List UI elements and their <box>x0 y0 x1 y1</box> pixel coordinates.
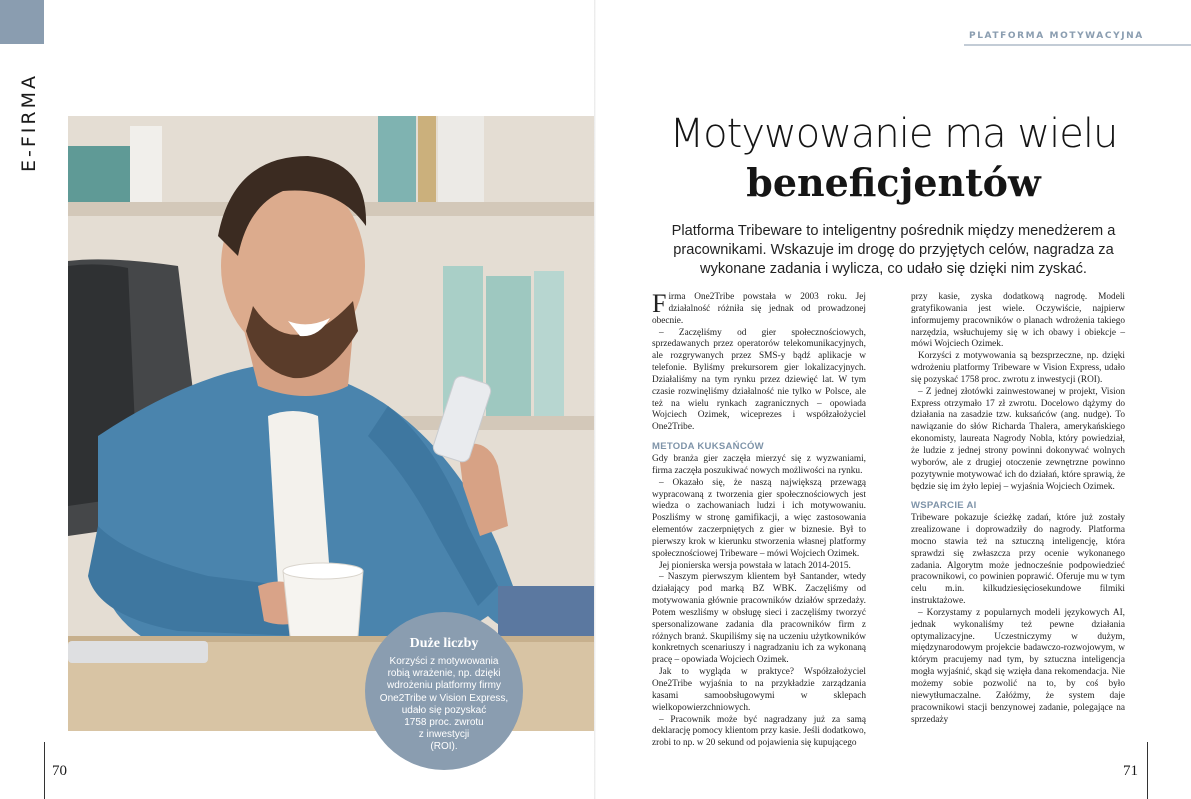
paragraph: – Zaczęliśmy od gier społecznościowych, sprzedawanych przez operatorów telekomunikacyjnych, ale rozgrywanych przez SMS-y bądź aplikacje w telefonie. Byliśmy prekursorem gier lokalizacyjnych. Działaliśmy na tym rynku przez dziewięć lat. W tym czasie rozwinęliśmy działalność nie tylko w Polsce, ale też na wielu rynkach zagranicznych – opowiada Wojciech Ozimek, wiceprezes i współzałożyciel One2Tribe. <box>652 327 866 433</box>
stat-line: robią wrażenie, np. dzięki <box>387 668 501 680</box>
stat-line: Korzyści z motywowania <box>389 656 499 667</box>
stat-line: 1758 proc. zwrotu <box>404 717 484 729</box>
stat-body <box>365 656 523 754</box>
right-page <box>596 0 1191 799</box>
page-number-rule <box>1147 742 1148 799</box>
article-title-line2: beneficjentów <box>746 160 1041 205</box>
paragraph: Tribeware pokazuje ścieżkę zadań, które już zostały zrealizowane i doprowadziły do nagrody. Platforma mocno stawia też na sztuczną inteligencję, która sprawdzi się zwłaszcza przy ocenie wykonanego zadania. Algorytm może jednocześnie podpowiedzieć pracownikowi, co powinien poprawić. Oferuje mu w tym celu m.in. kilkudziesięciosekundowe filmiki instruktażowe. <box>911 513 1125 607</box>
text-column-1 <box>652 289 866 750</box>
stat-callout <box>365 612 523 770</box>
text-column-2 <box>911 292 1125 726</box>
paragraph: Gdy branża gier zaczęła mierzyć się z wyzwaniami, firma zaczęła poszukiwać nowych możliwości na rynku. <box>652 453 866 476</box>
paragraph: – Korzystamy z popularnych modeli językowych AI, jednak wykonaliśmy też pewne działania optymalizacyjne. Uczestniczymy w dużym, międzynarodowym projekcie badawczo-rozwojowym, w którym pracujemy nad tym, by sztuczna inteligencja mogła wyjaśnić, skąd się wzięła dana rekomendacja. Nie możemy sobie pozwolić na to, by coś było niewytłumaczalne. Załóżmy, że system daje pracownikowi stacji benzynowej zadanie, polegające na sprzedaży <box>911 607 1125 725</box>
header-rule <box>964 44 1191 46</box>
corner-color-block <box>0 0 44 44</box>
paragraph: – Okazało się, że naszą największą przewagą wypracowaną z tworzenia gier społecznościowych jest wiedza o zachowaniach ludzi i ich motywowaniu. Poszliśmy w stronę gamifikacji, a więc zastosowania elementów zaczerpniętych z gier w biznesie. Był to pierwszy krok w kierunku stworzenia własnej platformy społecznościowej Tribeware – mówi Wojciech Ozimek. <box>652 477 866 559</box>
paragraph: – Z jednej złotówki zainwestowanej w projekt, Vision Express otrzymało 17 zł zwrotu. Docelowo dążymy do działania na zasadzie tzw. kuksańców (ang. nudge). To nawiązanie do słów Richarda Thalera, amerykańskiego ekonomisty, laureata Nagrody Nobla, który powiedział, że ludzie z jednej strony powinni dokonywać wolnych wyborów, ale z drugiej otoczenie zewnętrzne powinno pozytywnie motywować ich do działań, które sprawią, że będzie się im żyło lepiej – wyjaśnia Wojciech Ozimek. <box>911 386 1125 492</box>
article-lead: Platforma Tribeware to inteligentny pośrednik między menedżerem a pracownikami. Wskazuje im drogę do przyjętych celów, nagradza za wykonane zadania i wylicza, co udało się dzięki nim zyskać. <box>671 223 1116 277</box>
subheading: WSPARCIE AI <box>911 500 977 512</box>
drop-cap: F <box>652 289 667 318</box>
paragraph: Firma One2Tribe powstała w 2003 roku. Jej działalność różniła się jednak od prowadzonej obecnie. <box>652 289 866 326</box>
stat-line: One2Tribe w Vision Express, <box>379 692 509 704</box>
paragraph: przy kasie, zyska dodatkową nagrodę. Modeli gratyfikowania jest wiele. Oczywiście, najpierw informujemy pracowników o planach wdrożenia takiego narzędzia, wsłuchujemy się w ich obawy i obiekcje – mówi Wojciech Ozimek. <box>911 292 1125 350</box>
section-header-tag: PLATFORMA MOTYWACYJNA <box>969 31 1144 41</box>
stat-line: (ROI). <box>430 741 458 753</box>
paragraph: – Pracownik może być nagradzany już za samą deklarację pomocy klientom przy kasie. Jeśli dodatkowo, zrobi to np. w 20 sekund od pojawienia się kupującego <box>652 714 866 749</box>
subheading: METODA KUKSAŃCÓW <box>652 441 764 453</box>
page-number-right: 71 <box>1123 763 1138 779</box>
paragraph: Korzyści z motywowania są bezsprzeczne, np. dzięki wdrożeniu platformy Tribeware w Vision Express, udało się pozyskać 1758 proc. zwrotu z inwestycji (ROI). <box>911 351 1125 385</box>
page-number-left: 70 <box>52 763 67 779</box>
stat-line: udało się pozyskać <box>401 704 487 716</box>
paragraph: – Naszym pierwszym klientem był Santander, wtedy działający pod marką BZ WBK. Zaczęliśmy od motywowania głównie pracowników działów sprzedaży. Potem weszliśmy w obsługę sieci i zaczęliśmy tworzyć spersonalizowane zadania dla pracowników firm z różnych branż. Skupiliśmy się na uczeniu użytkowników konkretnych scenariuszy i nagradzaniu ich za wykonaną pracę – opowiada Wojciech Ozimek. <box>652 572 866 666</box>
left-page <box>0 0 595 799</box>
stat-title: Duże liczby <box>409 636 479 651</box>
paragraph: Jej pionierska wersja powstała w latach 2014-2015. <box>659 560 851 571</box>
stat-line: wdrożeniu platformy firmy <box>387 680 501 692</box>
paragraph: Jak to wygląda w praktyce? Współzałożyciel One2Tribe wyjaśnia to na przykładzie zarządzania kasami samoobsługowymi w sklepach wielkopowierzchniowych. <box>652 667 866 713</box>
page-number-rule <box>44 742 45 799</box>
stat-line: z inwestycji <box>418 729 470 741</box>
section-label: E-FIRMA <box>18 73 40 172</box>
article-title-line1: Motywowanie ma wielu <box>669 111 1118 157</box>
